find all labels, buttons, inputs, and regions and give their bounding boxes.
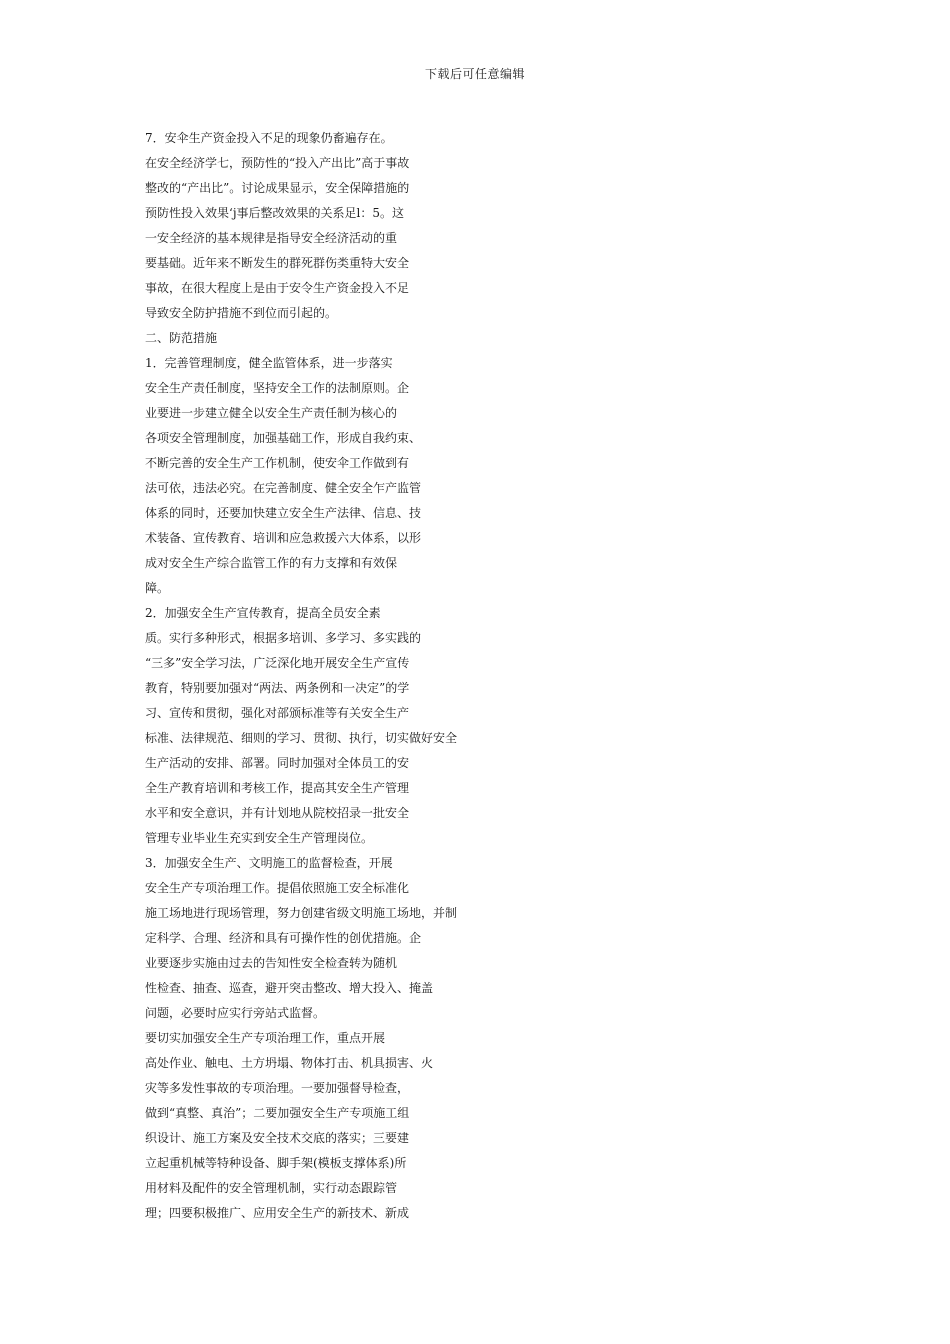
paragraph-line: 全生产教育培训和考核工作，提高其安全生产管理 xyxy=(145,781,410,795)
paragraph-line: 高处作业、触电、土方坍塌、物体打击、机具损害、火 xyxy=(145,1056,434,1070)
paragraph-line: 理；四要积极推广、应用安全生产的新技术、新成 xyxy=(145,1206,410,1220)
paragraph-line: 性检查、抽查、巡查，避开突击整改、增大投入、掩盖 xyxy=(145,981,434,995)
paragraph-line: 生产活动的安排、部署。同时加强对全体员工的安 xyxy=(145,756,410,770)
paragraph-line: 教育，特别要加强对“两法、两条例和一决定”的学 xyxy=(145,681,410,695)
paragraph-line: 7．安伞生产资金投入不足的现象仍畜遍存在。 xyxy=(145,131,393,145)
paragraph-line: 立起重机械等特种设备、脚手架(模板支撑体系)所 xyxy=(145,1156,407,1170)
paragraph-line: 水平和安全意识，并有计划地从院校招录一批安全 xyxy=(145,806,410,820)
page-header: 下载后可任意编辑 xyxy=(424,67,525,81)
paragraph-line: 2．加强安全生产宣传教育，提高全员安全素 xyxy=(145,606,381,620)
paragraph-line: 预防性投入效果‘j事后整改效果的关系足l：5。这 xyxy=(145,206,405,220)
paragraph-line: 问题，必要时应实行旁站式监督。 xyxy=(145,1006,326,1020)
paragraph-line: 织设计、施工方案及安全技术交底的落实；三要建 xyxy=(145,1131,410,1145)
document-body xyxy=(145,126,505,1226)
paragraph-line: 习、宣传和贯彻，强化对部颁标准等有关安全生产 xyxy=(145,706,410,720)
paragraph-line: 标准、法律规范、细则的学习、贯彻、执行，切实做好安全 xyxy=(145,731,458,745)
paragraph-line: 灾等多发性事故的专项治理。一要加强督导检查， xyxy=(145,1081,410,1095)
paragraph-line: 用材料及配件的安全管理机制，实行动态跟踪管 xyxy=(145,1181,398,1195)
paragraph-line: 做到“真整、真治”；二要加强安全生产专项施工组 xyxy=(145,1106,410,1120)
paragraph-line: 障。 xyxy=(145,581,170,595)
paragraph-line: 事故，在很大程度上是由于安令生产资金投入不足 xyxy=(145,281,410,295)
paragraph-line: 各项安全管理制度，加强基础工作，形成自我约束、 xyxy=(145,431,422,445)
paragraph-line: “三多”安全学习法，广泛深化地开展安全生产宣传 xyxy=(145,656,410,670)
paragraph-line: 一安全经济的基本规律是指导安全经济活动的重 xyxy=(145,231,398,245)
paragraph-line: 术装备、宣传教育、培训和应急救援六大体系，以形 xyxy=(145,531,422,545)
paragraph-line: 施工场地进行现场管理，努力创建省级文明施工场地，并制 xyxy=(145,906,458,920)
paragraph-line: 要切实加强安全生产专项治理工作，重点开展 xyxy=(145,1031,386,1045)
paragraph-line: 1．完善管理制度，健全监管体系，进一步落实 xyxy=(145,356,393,370)
paragraph-line: 在安全经济学七，预防性的“投入产出比”高于事故 xyxy=(145,156,410,170)
paragraph-line: 安全生产责任制度，坚持安全工作的法制原则。企 xyxy=(145,381,410,395)
paragraph-line: 业要进一步建立健全以安全生产责任制为核心的 xyxy=(145,406,398,420)
paragraph-line: 法可依，违法必究。在完善制度、健全安全乍产监管 xyxy=(145,481,422,495)
paragraph-line: 质。实行多种形式，根据多培训、多学习、多实践的 xyxy=(145,631,422,645)
paragraph-line: 导致安全防护措施不到位而引起的。 xyxy=(145,306,338,320)
paragraph-line: 不断完善的安全生产工作机制，使安伞工作做到有 xyxy=(145,456,410,470)
paragraph-line: 定科学、合理、经济和具有可操作性的创优措施。企 xyxy=(145,931,422,945)
paragraph-line: 业要逐步实施由过去的告知性安全检查转为随机 xyxy=(145,956,398,970)
paragraph-line: 要基础。近年来不断发生的群死群伤类重特大安全 xyxy=(145,256,410,270)
paragraph-line: 安全生产专项治理工作。提倡依照施工安全标准化 xyxy=(145,881,410,895)
paragraph-line: 管理专业毕业生充实到安全生产管理岗位。 xyxy=(145,831,374,845)
paragraph-line: 体系的同时，还要加快建立安全生产法律、信息、技 xyxy=(145,506,422,520)
paragraph-line: 整改的“产出比”。讨论成果显示，安全保障措施的 xyxy=(145,181,410,195)
section-heading: 二、防范措施 xyxy=(145,331,218,345)
paragraph-line: 成对安全生产综合监管工作的有力支撑和有效保 xyxy=(145,556,398,570)
paragraph-line: 3．加强安全生产、文明施工的监督检查，开展 xyxy=(145,856,393,870)
